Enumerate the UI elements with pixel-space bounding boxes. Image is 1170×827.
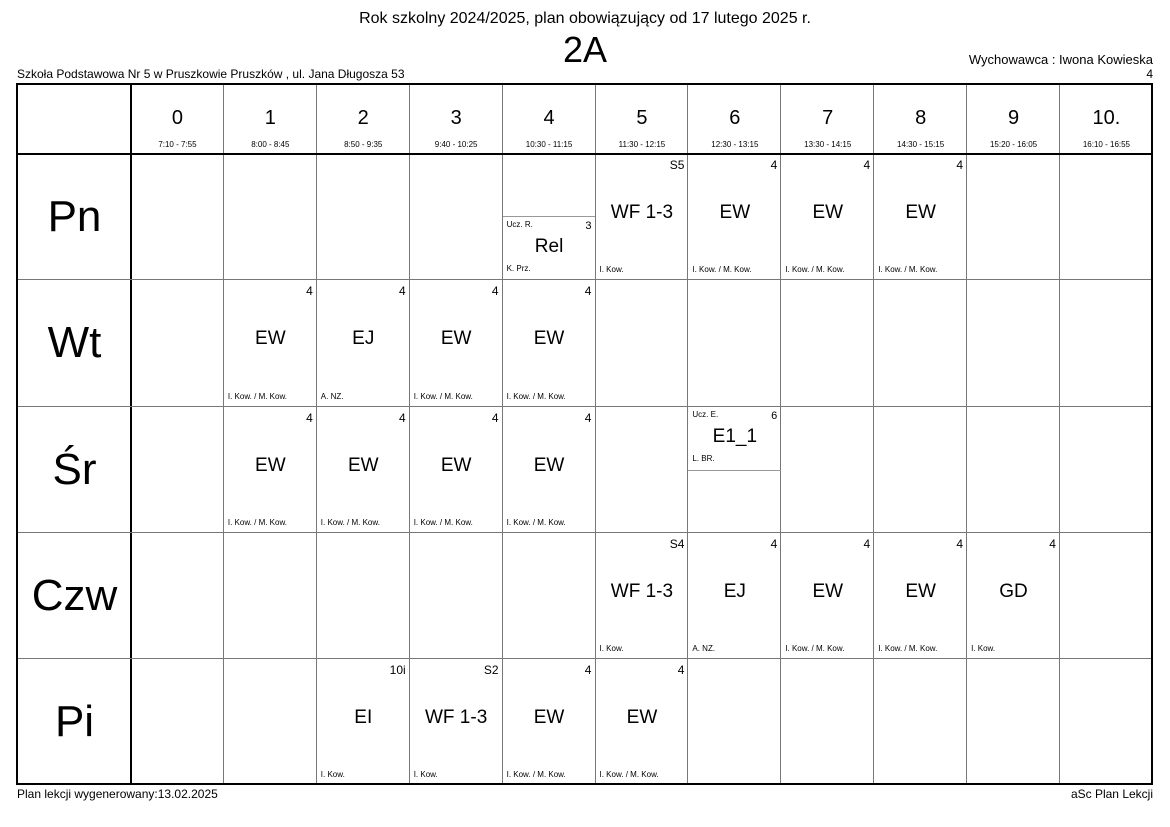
room-number: 4 [956, 536, 964, 551]
lesson-cell[interactable] [317, 659, 410, 785]
day-label: Wt [47, 318, 102, 368]
period-number: 3 [450, 107, 462, 129]
period-time: 16:10 - 16:55 [1082, 140, 1131, 149]
period-time: 13:30 - 14:15 [804, 140, 852, 149]
teacher-name: I. Kow. / M. Kow. [227, 517, 288, 527]
period-number: 9 [1007, 107, 1020, 129]
period-header [224, 85, 317, 154]
lesson-cell[interactable] [224, 280, 317, 406]
subject-name: WF 1-3 [610, 580, 674, 602]
period-header [317, 85, 410, 154]
period-header [1060, 85, 1153, 154]
subject-name: WF 1-3 [424, 707, 488, 729]
room-number: 4 [770, 536, 778, 551]
teacher-name: I. Kow. / M. Kow. [506, 517, 566, 527]
teacher-name: I. Kow. / M. Kow. [506, 391, 566, 401]
subject-name: WF 1-3 [610, 202, 674, 223]
room-number: 4 [863, 158, 871, 172]
lesson-cell[interactable] [503, 280, 596, 406]
teacher-name: I. Kow. [320, 770, 345, 780]
subject-name: EW [905, 580, 936, 602]
student-group: Ucz. E. [692, 409, 719, 419]
subject-name: EW [347, 454, 379, 476]
subject-name: EJ [352, 328, 375, 350]
class-name: 2A [562, 29, 608, 70]
teacher-name: I. Kow. / M. Kow. [227, 391, 288, 401]
room-number: 4 [584, 663, 592, 678]
period-header [410, 85, 503, 154]
teacher-name: I. Kow. [599, 265, 624, 275]
teacher-name: I. Kow. / M. Kow. [599, 770, 659, 780]
teacher-name: I. Kow. [599, 644, 624, 654]
lesson-cell[interactable] [503, 154, 596, 280]
room-number: S5 [669, 158, 685, 172]
lesson-cell[interactable] [224, 407, 317, 533]
period-time: 8:50 - 9:35 [344, 140, 383, 149]
period-header [688, 85, 781, 154]
period-header [503, 85, 596, 154]
teacher-name: A. NZ. [692, 644, 716, 654]
teacher-name: I. Kow. / M. Kow. [878, 265, 938, 275]
subject-name: EW [440, 328, 472, 350]
day-label: Pi [54, 697, 95, 747]
subject-name: EW [905, 202, 936, 223]
subject-name: Rel [534, 236, 564, 258]
subject-name: EW [533, 454, 565, 476]
student-group: Ucz. R. [506, 220, 533, 230]
period-number: 0 [171, 107, 183, 129]
room-number: 4 [306, 284, 313, 299]
lesson-cell[interactable] [596, 533, 689, 659]
lesson-group-half[interactable] [503, 216, 596, 280]
period-header [874, 85, 967, 154]
lesson-cell[interactable] [596, 659, 689, 785]
timetable-grid [16, 83, 1153, 785]
homeroom-teacher: Wychowawca : Iwona Kowieska [968, 52, 1153, 67]
timetable-title: Rok szkolny 2024/2025, plan obowiązujący od 17 lutego 2025 r. [359, 10, 811, 27]
room-number: 4 [306, 410, 313, 425]
subject-name: EW [255, 454, 286, 476]
day-label: Pn [47, 192, 102, 241]
period-time: 15:20 - 16:05 [989, 140, 1038, 149]
teacher-name: I. Kow. / M. Kow. [878, 644, 938, 654]
teacher-name: I. Kow. / M. Kow. [785, 265, 845, 275]
room-number: 4 [491, 284, 499, 299]
room-number: 4 [1049, 536, 1056, 551]
lesson-cell[interactable] [503, 407, 596, 533]
room-number: 4 [399, 410, 406, 425]
period-time: 7:10 - 7:55 [158, 140, 197, 149]
subject-name: GD [999, 580, 1028, 602]
school-name: Szkoła Podstawowa Nr 5 w Pruszkowie Pruszków , ul. Jana Długosza 53 [17, 67, 405, 81]
lesson-cell[interactable] [688, 407, 781, 533]
room-number: 4 [491, 410, 499, 425]
period-time: 8:00 - 8:45 [251, 140, 290, 149]
lesson-cell[interactable] [317, 280, 410, 406]
lesson-group-half[interactable] [688, 407, 781, 471]
day-label: Czw [31, 570, 118, 620]
room-number: 4 [584, 410, 592, 425]
room-number: 3 [585, 220, 592, 233]
grid-column-line [1059, 85, 1060, 783]
period-number: 10. [1092, 107, 1121, 129]
subject-name: EW [812, 580, 844, 602]
teacher-name: I. Kow. [971, 644, 996, 654]
period-number: 7 [822, 107, 834, 129]
lesson-cell[interactable] [503, 659, 596, 785]
lesson-cell[interactable] [688, 533, 781, 659]
lesson-cell[interactable] [967, 533, 1060, 659]
period-time: 12:30 - 13:15 [711, 140, 759, 149]
subject-name: EW [812, 202, 844, 223]
teacher-name: I. Kow. / M. Kow. [413, 391, 473, 401]
subject-name: EW [533, 707, 565, 729]
subject-name: EI [354, 707, 373, 729]
period-time: 9:40 - 10:25 [434, 140, 478, 149]
lesson-cell[interactable] [410, 659, 503, 785]
lesson-cell[interactable] [410, 280, 503, 406]
subject-name: EW [626, 707, 658, 729]
period-number: 2 [357, 107, 369, 129]
period-time: 10:30 - 11:15 [525, 140, 573, 149]
teacher-name: L. BR. [692, 453, 715, 463]
room-number: 4 [584, 284, 592, 299]
period-number: 6 [729, 107, 741, 129]
lesson-cell[interactable] [781, 533, 874, 659]
period-number: 4 [543, 107, 555, 129]
lesson-cell[interactable] [317, 407, 410, 533]
teacher-name: I. Kow. [413, 770, 438, 780]
room-number: S2 [483, 663, 499, 678]
period-number: 1 [264, 107, 276, 129]
teacher-name: I. Kow. / M. Kow. [785, 644, 845, 654]
lesson-cell[interactable] [410, 407, 503, 533]
period-number: 5 [636, 107, 648, 129]
room-number: 4 [677, 663, 685, 678]
period-time: 11:30 - 12:15 [618, 140, 666, 149]
room-number: 4 [863, 536, 871, 551]
room-number: 6 [771, 409, 778, 422]
room-number: 4 [956, 158, 964, 172]
period-time: 14:30 - 15:15 [897, 140, 945, 149]
period-header [596, 85, 689, 154]
lesson-cell[interactable] [874, 154, 967, 280]
lesson-cell[interactable] [596, 154, 689, 280]
lesson-cell[interactable] [874, 533, 967, 659]
room-number: 4 [770, 158, 778, 172]
period-header [781, 85, 874, 154]
room-number: 10i [389, 663, 406, 678]
teacher-name: A. NZ. [320, 391, 344, 401]
teacher-name: I. Kow. / M. Kow. [413, 517, 473, 527]
teacher-name: I. Kow. / M. Kow. [692, 265, 752, 275]
teacher-name: I. Kow. / M. Kow. [320, 517, 380, 527]
period-header [131, 85, 224, 154]
teacher-name: I. Kow. / M. Kow. [506, 770, 566, 780]
teacher-name: K. Prz. [506, 264, 531, 274]
subject-name: EW [533, 328, 565, 350]
day-label: Śr [52, 444, 97, 494]
generated-date: Plan lekcji wygenerowany:13.02.2025 [17, 787, 218, 801]
subject-name: EW [719, 202, 751, 223]
software-name: aSc Plan Lekcji [1070, 787, 1153, 801]
period-number: 8 [915, 107, 927, 129]
subject-name: EJ [723, 580, 746, 602]
lesson-cell[interactable] [781, 154, 874, 280]
room-number: 4 [399, 284, 406, 299]
lesson-cell[interactable] [688, 154, 781, 280]
subject-name: EW [440, 454, 472, 476]
subject-name: EW [255, 328, 286, 350]
subject-name: E1_1 [712, 425, 758, 447]
page-number: 4 [1146, 67, 1153, 81]
period-header [967, 85, 1060, 154]
room-number: S4 [669, 536, 685, 551]
